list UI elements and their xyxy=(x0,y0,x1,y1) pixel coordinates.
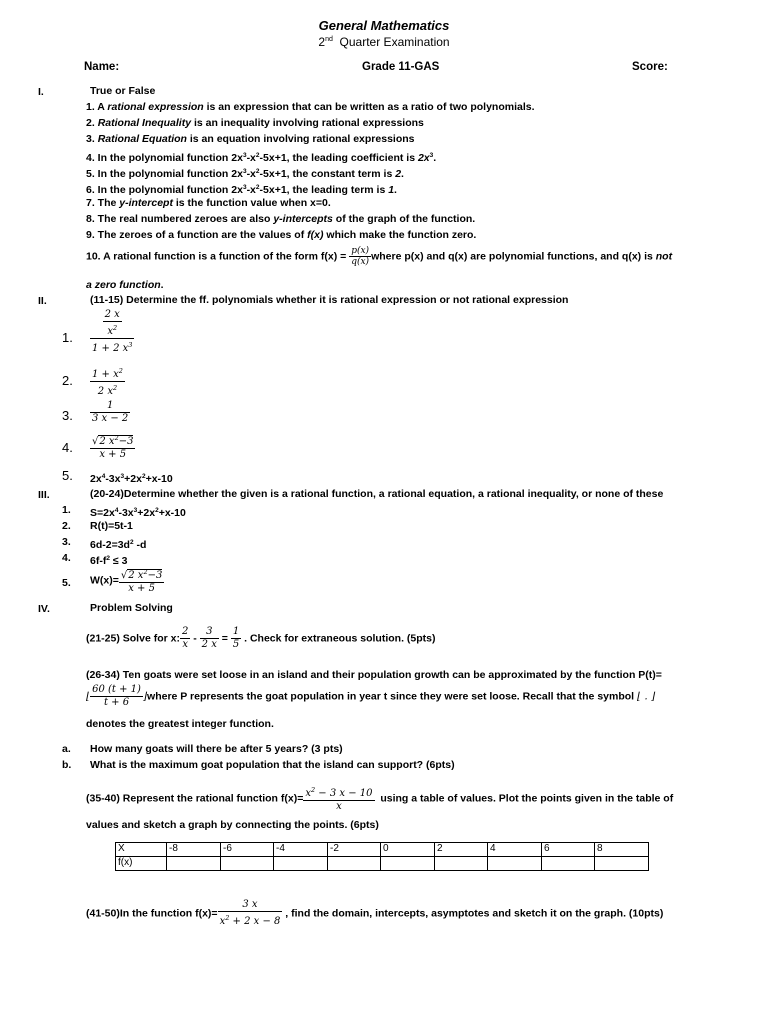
problem-35-40: (35-40) Represent the rational function f(x)= $\frac{x^2 - 3 x - 10}{x}$ using a table of values. Plot the points given in the table of xyxy=(86,786,674,812)
p2-num-2: 2. xyxy=(62,373,73,388)
p3-num-3: 3. xyxy=(62,536,71,548)
table-row-x xyxy=(116,843,649,857)
table-cell: 0 xyxy=(381,843,435,857)
table-cell: -8 xyxy=(167,843,221,857)
p3-item-5: W(x)= $\frac{√2 x^2-3}{x + 5}$ xyxy=(90,568,163,594)
table-cell: 4 xyxy=(488,843,542,857)
answer-cell[interactable] xyxy=(274,857,328,871)
p2-item-2: $\frac{1 + x^2}{2 x^2}$ xyxy=(92,367,123,397)
tf-item-10: 10. A rational function is a function of the form f(x) = $\frac{p(x)}{q(x)}$ where p(x) and q(x) are polynomial functions, and q(x) is not xyxy=(86,246,673,267)
tf-item-7: 7. The y-intercept is the function value when x=0. xyxy=(86,197,331,209)
tf-item-5: 5. In the polynomial function $2x^3-x^2-5x+1$, the constant term is 2. xyxy=(86,168,404,180)
p3-item-3: $6d-2=3d^2$ -d xyxy=(90,539,147,551)
p3-num-2: 2. xyxy=(62,520,71,532)
tf-item-3: 3. Rational Equation is an equation involving rational expressions xyxy=(86,133,415,145)
problem-26-34-line1: (26-34) Ten goats were set loose in an island and their population growth can be approximated by the function P(t)= xyxy=(86,669,662,681)
score-label: Score: xyxy=(632,61,668,73)
p2-item-5: $2x^4-3x^3+2x^2+x-10$ xyxy=(90,473,173,485)
problem-26-34-line3: denotes the greatest integer function. xyxy=(86,718,274,730)
p3-num-4: 4. xyxy=(62,552,71,564)
sub-a-label: a. xyxy=(62,743,71,755)
part2-roman: II. xyxy=(38,295,47,307)
part1-heading: True or False xyxy=(90,85,156,97)
table-row-fx xyxy=(116,857,649,871)
part3-roman: III. xyxy=(38,489,50,501)
sub-a-text: How many goats will there be after 5 years? (3 pts) xyxy=(90,743,343,755)
p2-num-5: 5. xyxy=(62,468,73,483)
p2-num-3: 3. xyxy=(62,408,73,423)
answer-cell[interactable] xyxy=(488,857,542,871)
p3-num-1: 1. xyxy=(62,504,71,516)
answer-cell[interactable] xyxy=(435,857,488,871)
tf-item-6: 6. In the polynomial function $2x^3-x^2-5x+1$, the leading term is 1. xyxy=(86,184,397,196)
p3-num-5: 5. xyxy=(62,577,71,589)
tf-item-4: 4. In the polynomial function $2x^3-x^2-5x+1$, the leading coefficient is $2x^3$. xyxy=(86,152,437,164)
p2-num-1: 1. xyxy=(62,330,73,345)
p3-item-4: $6f-f^2 \le 3$ xyxy=(90,555,128,567)
answer-cell[interactable] xyxy=(328,857,381,871)
p3-item-1: $S=2x^4-3x^3+2x^2+x-10$ xyxy=(90,507,186,519)
part1-roman: I. xyxy=(38,86,44,98)
table-cell: -2 xyxy=(328,843,381,857)
table-cell: X xyxy=(116,843,167,857)
exam-title: General Mathematics xyxy=(318,18,450,33)
answer-cell[interactable] xyxy=(221,857,274,871)
tf-item-1: 1. A rational expression is an expression that can be written as a ratio of two polynomials. xyxy=(86,101,535,113)
pq-fraction: $\frac{p(x)}{q(x)}$ xyxy=(351,246,370,267)
answer-cell[interactable] xyxy=(542,857,595,871)
values-table xyxy=(115,842,649,871)
tf-item-9: 9. The zeroes of a function are the values of f(x) which make the function zero. xyxy=(86,229,477,241)
tf-item-10-cont: a zero function. xyxy=(86,279,164,291)
sub-b-text: What is the maximum goat population that the island can support? (6pts) xyxy=(90,759,455,771)
table-cell: -4 xyxy=(274,843,328,857)
p2-item-3: $\frac{1}{3 x - 2}$ xyxy=(92,400,129,424)
problem-21-25: (21-25) Solve for x: $\frac{2}{x}$ - $\frac{3}{2 x}$ = $\frac{1}{5}$ . Check for extraneous solution. (5pts) xyxy=(86,626,436,650)
part4-heading: Problem Solving xyxy=(90,602,173,614)
sub-b-label: b. xyxy=(62,759,72,771)
exam-subtitle: 2nd Quarter Examination xyxy=(318,35,450,49)
table-cell: -6 xyxy=(221,843,274,857)
p2-item-4: $\frac{√2 x^2-3}{x + 5}$ xyxy=(92,434,134,460)
p2-item-1: $\frac{\frac{2 x}{x^2}}{1 + 2 x^3}$ xyxy=(92,309,133,354)
answer-cell[interactable] xyxy=(167,857,221,871)
problem-35-40-line2: values and sketch a graph by connecting the points. (6pts) xyxy=(86,819,379,831)
answer-cell[interactable] xyxy=(595,857,649,871)
part2-heading: (11-15) Determine the ff. polynomials whether it is rational expression or not rational expression xyxy=(90,294,569,306)
grade-label: Grade 11-GAS xyxy=(362,61,440,73)
part4-roman: IV. xyxy=(38,603,50,615)
table-cell: 6 xyxy=(542,843,595,857)
problem-26-34-line2: ⌊ $\frac{60 (t + 1)}{t + 6}$ ⌋where P represents the goat population in year t since they were set loose. Recall that the symbol ⌊ . ⌋ xyxy=(86,684,656,708)
name-label: Name: xyxy=(84,61,120,73)
part3-heading: (20-24)Determine whether the given is a rational function, a rational equation, a rational inequality, or none of these xyxy=(90,488,664,500)
answer-cell[interactable] xyxy=(381,857,435,871)
table-cell: 8 xyxy=(595,843,649,857)
table-cell[interactable]: f(x) xyxy=(116,857,167,871)
table-cell: 2 xyxy=(435,843,488,857)
p2-num-4: 4. xyxy=(62,440,73,455)
p3-item-2: R(t)=5t-1 xyxy=(90,520,133,532)
problem-41-50: (41-50)In the function f(x)= $\frac{3 x}{x^2 + 2 x - 8}$ , find the domain, intercepts, asymptotes and sketch it on the graph. (10pts) xyxy=(86,899,664,927)
tf-item-8: 8. The real numbered zeroes are also y-intercepts of the graph of the function. xyxy=(86,213,476,225)
tf-item-2: 2. Rational Inequality is an inequality involving rational expressions xyxy=(86,117,424,129)
